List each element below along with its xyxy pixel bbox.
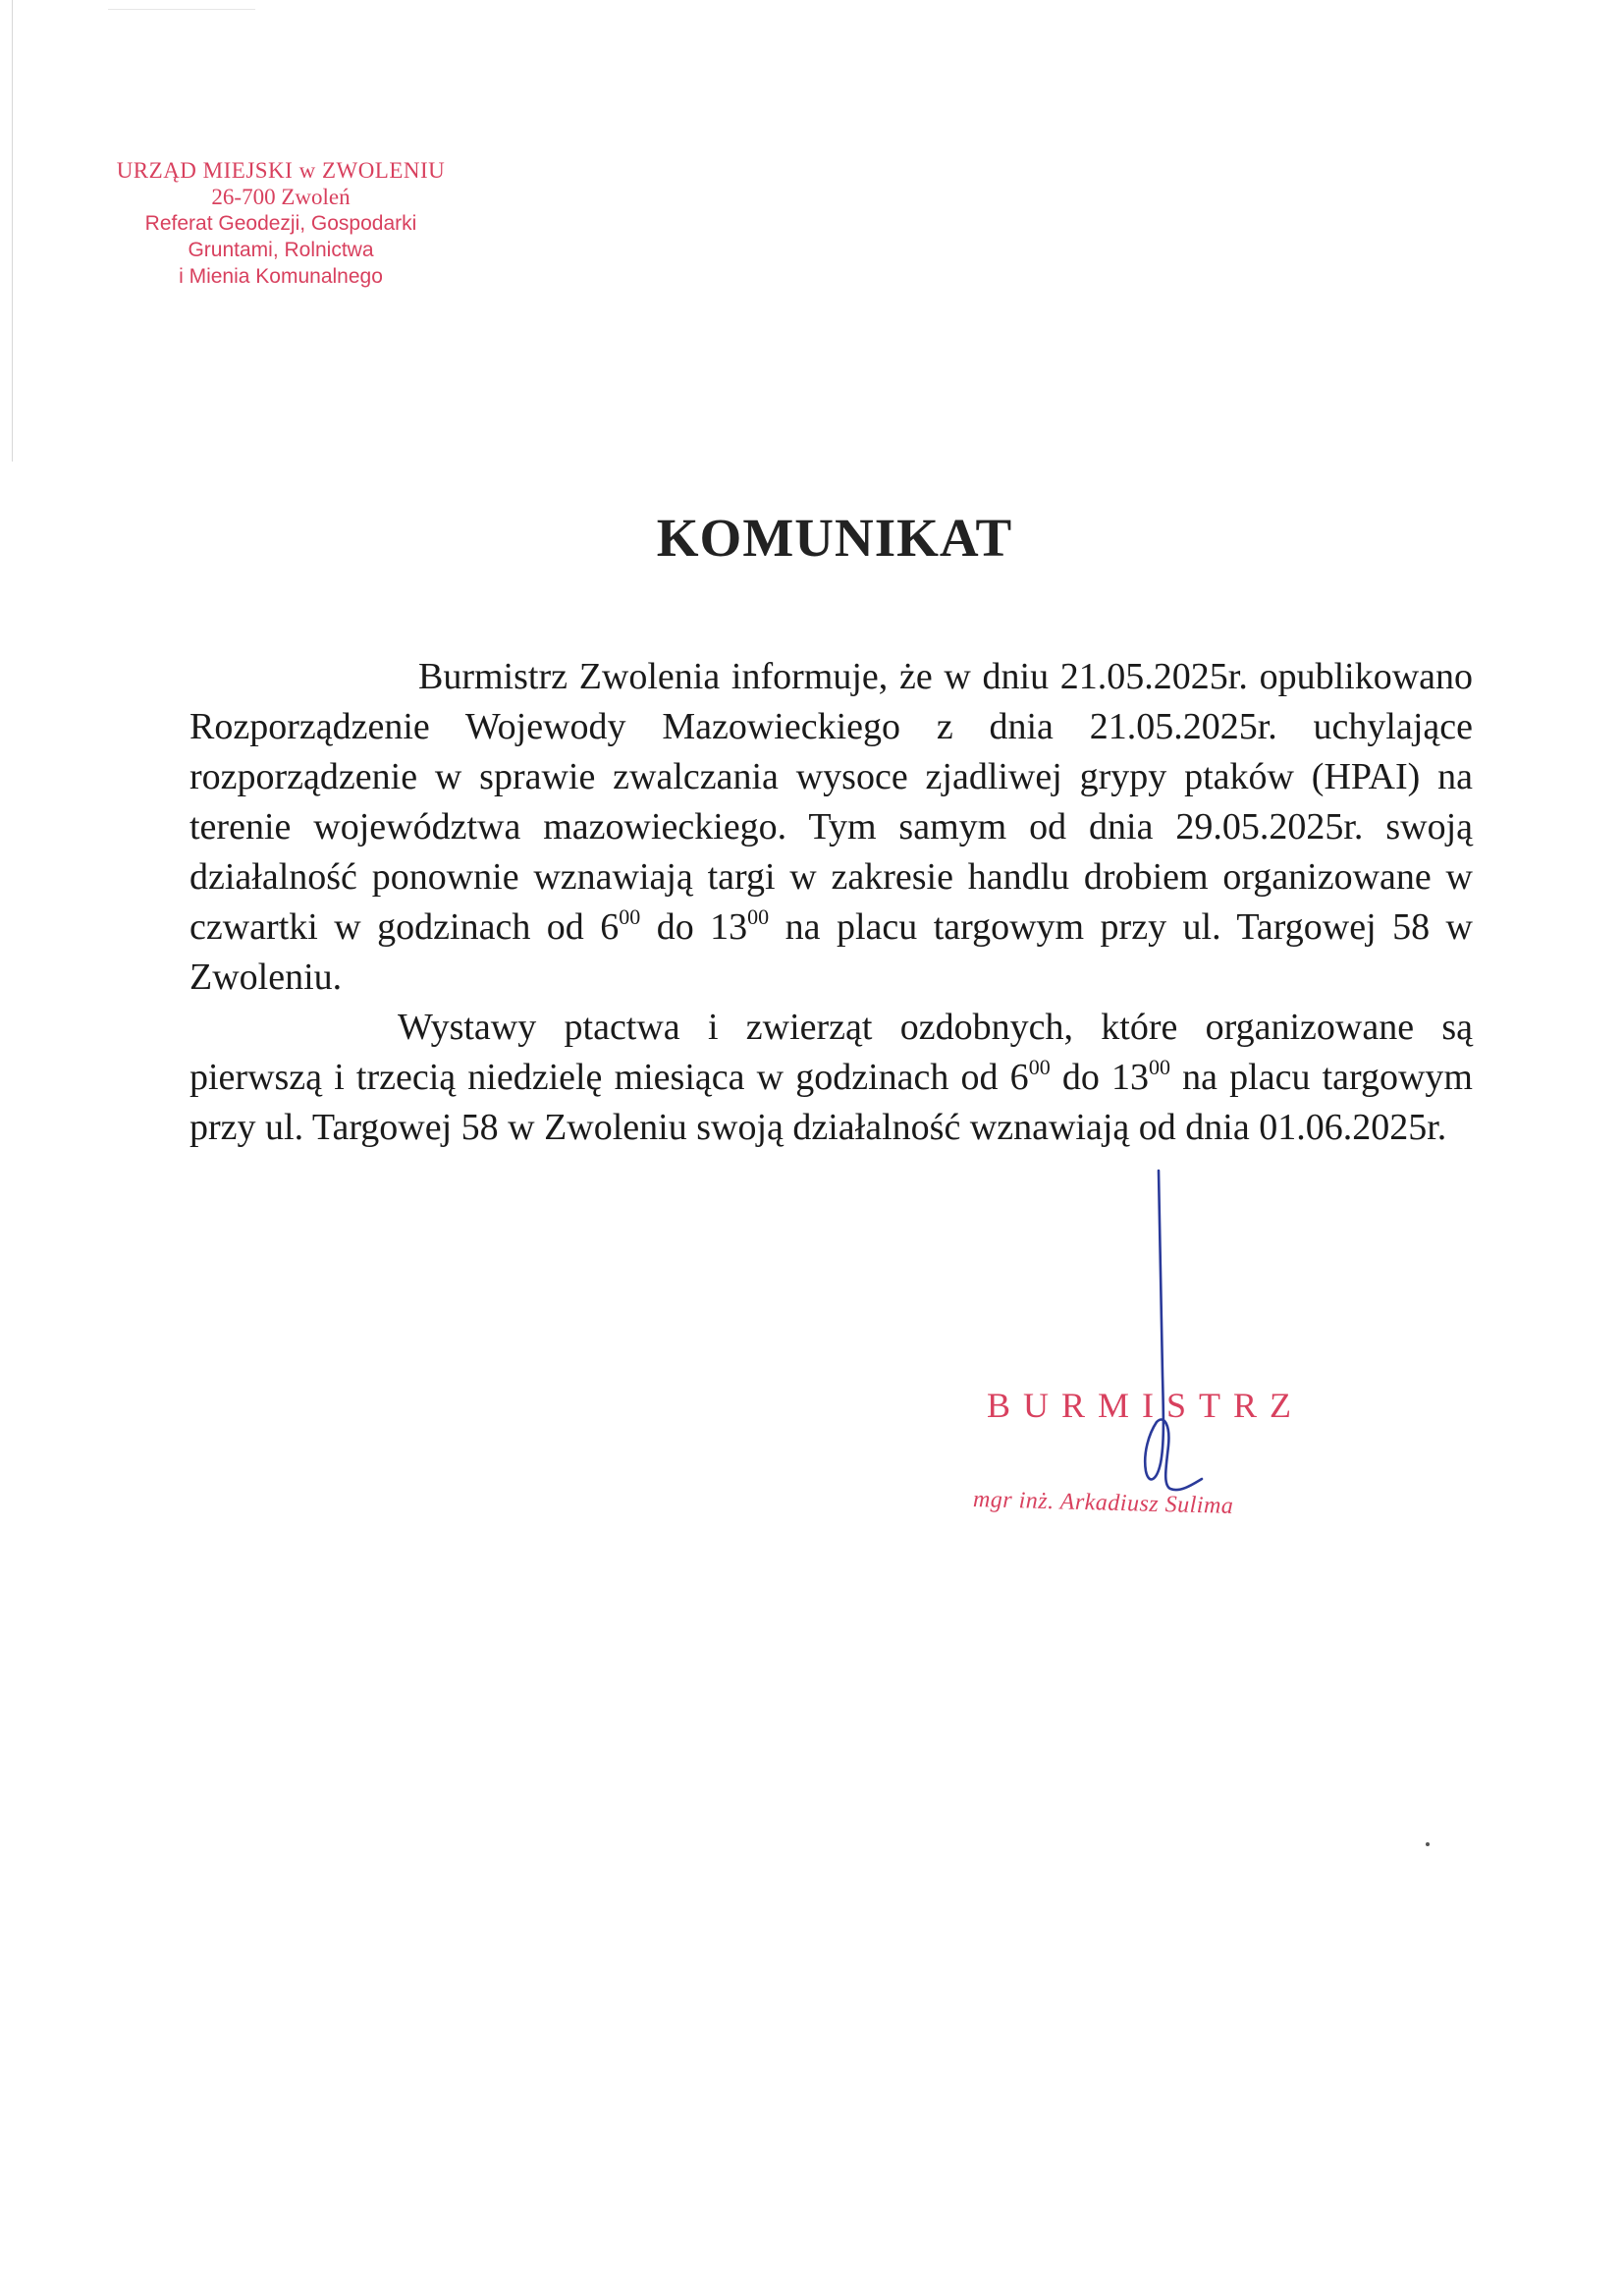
handwritten-signature (1100, 1169, 1217, 1503)
scan-mark (108, 9, 255, 10)
stamp-line-address: 26-700 Zwoleń (211, 185, 351, 209)
signature-stamp-title: BURMISTRZ (987, 1386, 1305, 1425)
scan-edge-line (12, 0, 13, 462)
stamp-line-department-2: Gruntami, Rolnictwa (188, 239, 374, 261)
time-superscript: 00 (747, 904, 770, 929)
paragraph-2-text-c: na placu targowym przy ul. Targowej 58 w Zwoleniu swoją działalność wznawiają od dnia 01.06.2025r. (189, 1057, 1473, 1148)
paragraph-2-text-a: Wystawy ptactwa i zwierząt ozdobnych, które organizowane są pierwszą i trzecią niedzielę miesiąca w godzinach od 6 (189, 1007, 1473, 1098)
time-superscript: 00 (1028, 1055, 1051, 1079)
paragraph-2-text-b: do 13 (1050, 1057, 1149, 1098)
paragraph-1-text-c: na placu targowym przy ul. Targowej 58 w Zwoleniu. (189, 906, 1473, 998)
signature-stamp-name: mgr inż. Arkadiusz Sulima (972, 1487, 1234, 1519)
paragraph-1-text-b: do 13 (640, 906, 748, 948)
stamp-line-department: Referat Geodezji, Gospodarki (144, 212, 417, 235)
document-body (189, 652, 1473, 1153)
stamp-line-department-3: i Mienia Komunalnego (179, 265, 383, 288)
document-title: KOMUNIKAT (656, 508, 1013, 568)
office-stamp (94, 157, 467, 290)
time-superscript: 00 (619, 904, 641, 929)
paragraph-1-text-a: Burmistrz Zwolenia informuje, że w dniu 21.05.2025r. opublikowano Rozporządzenie Wojewody Mazowieckiego z dnia 21.05.2025r. uchylające rozporządzenie w sprawie zwalczania wysoce zjadliwej grypy ptaków (HPAI) na terenie województwa mazowieckiego. Tym samym od dnia 29.05.2025r. swoją działalność ponownie wznawiają targi w zakresie handlu drobiem organizowane w czwartki w godzinach od 6 (189, 656, 1473, 948)
paragraph-1 (189, 652, 1473, 1003)
scan-speck (1426, 1842, 1430, 1846)
signature-stroke (1145, 1171, 1202, 1490)
paragraph-2 (189, 1003, 1473, 1153)
time-superscript: 00 (1149, 1055, 1170, 1079)
stamp-line-office: URZĄD MIEJSKI w ZWOLENIU (116, 158, 446, 183)
